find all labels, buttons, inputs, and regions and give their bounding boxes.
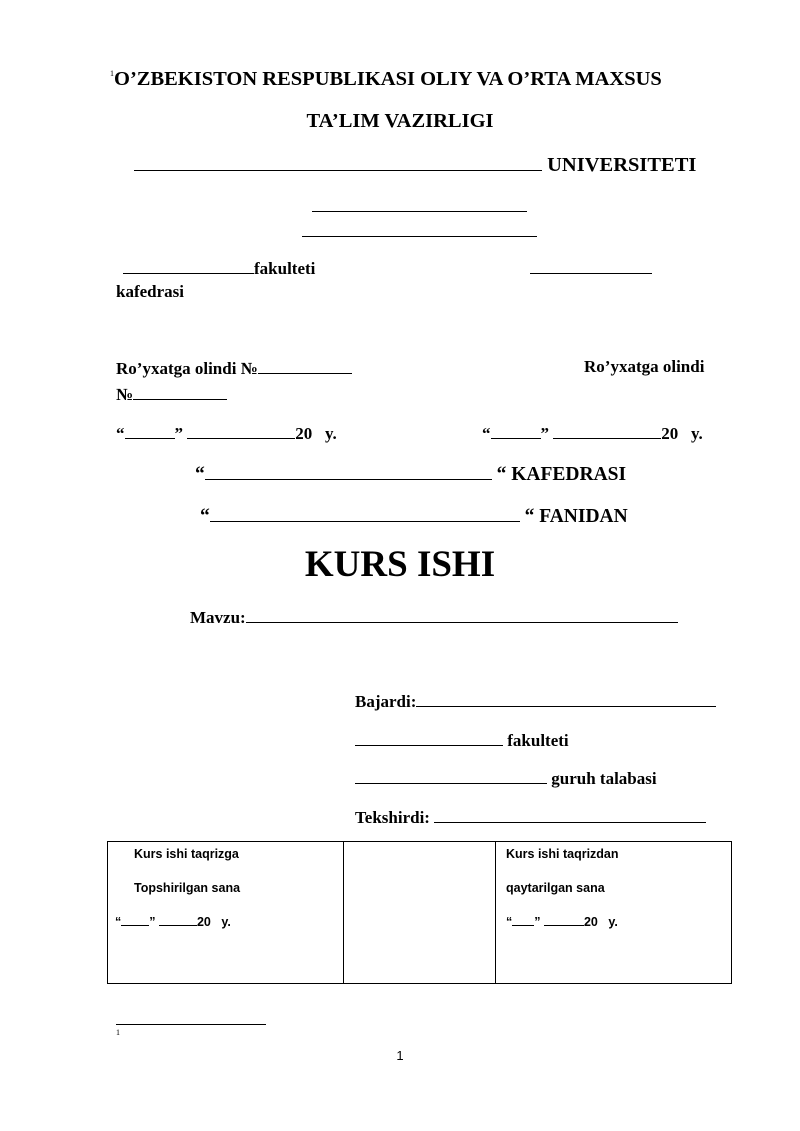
blank-line-1[interactable] (312, 193, 527, 212)
department-label: kafedrasi (116, 282, 184, 301)
day-blank[interactable] (125, 422, 175, 439)
review-submitted-title: Kurs ishi taqrizga (134, 847, 239, 861)
document-title: KURS ISHI (304, 544, 496, 585)
university-line (134, 152, 696, 177)
student-group-label: guruh talabasi (551, 769, 657, 788)
registration-left (116, 357, 352, 379)
university-name-blank[interactable] (134, 152, 542, 171)
page-number: 1 (396, 1048, 404, 1063)
footnote-number: 1 (116, 1028, 120, 1037)
review-submitted-date: “ ” 20 y. (115, 915, 231, 929)
department-subject-line: “ “ KAFEDRASI (195, 460, 626, 486)
course-subject-line: “ “ FANIDAN (200, 502, 628, 528)
student-faculty-line (355, 729, 569, 751)
month-blank[interactable] (187, 422, 295, 439)
day-blank[interactable] (491, 422, 541, 439)
department-name-blank[interactable] (530, 257, 652, 274)
student-faculty-label: fakulteti (507, 731, 569, 750)
footnote-reference: 1 (110, 69, 114, 78)
day-blank[interactable] (121, 913, 149, 926)
faculty-label: fakulteti (254, 259, 316, 278)
review-submitted-cell (108, 842, 344, 984)
review-submitted-date-label: Topshirilgan sana (134, 881, 241, 895)
checked-label: Tekshirdi: (355, 808, 430, 827)
ministry-title-line1: $^1$O’ZBEKISTON RESPUBLIKASI OLIY VA O’RTA MAXSUS (110, 68, 662, 90)
month-blank[interactable] (553, 422, 661, 439)
review-returned-title: Kurs ishi taqrizdan (506, 847, 619, 861)
registration-left-date: “ ” 20 y. (116, 424, 337, 443)
faculty-line (123, 257, 315, 279)
registration-left-label: Ro’yxatga olindi № (116, 359, 258, 378)
registration-right-number (116, 383, 227, 405)
faculty-name-blank[interactable] (123, 257, 254, 274)
footnote-separator (116, 1024, 266, 1025)
month-blank[interactable] (159, 913, 197, 926)
topic-blank[interactable] (246, 606, 678, 623)
review-returned-date-label: qaytarilgan sana (506, 881, 605, 895)
day-blank[interactable] (512, 913, 534, 926)
checked-blank[interactable] (434, 806, 706, 823)
course-subject-blank[interactable] (210, 502, 520, 522)
student-group-line (355, 767, 657, 789)
performed-blank[interactable] (416, 690, 716, 707)
blank-line-2[interactable] (302, 218, 537, 237)
registration-right-date: “ ” 20 y. (482, 424, 703, 443)
review-signature-cell[interactable] (344, 842, 496, 984)
number-sign: № (116, 385, 134, 404)
topic-label: Mavzu: (190, 608, 246, 627)
review-returned-date: “ ” 20 y. (506, 915, 618, 929)
registration-right-number-blank[interactable] (133, 383, 227, 400)
ministry-title-line2: TA’LIM VAZIRLIGI (306, 110, 494, 132)
checked-line (355, 806, 706, 828)
review-returned-cell (496, 842, 732, 984)
department-subject-blank[interactable] (205, 460, 492, 480)
university-label: UNIVERSITETI (547, 154, 697, 176)
student-group-blank[interactable] (355, 767, 547, 784)
review-table (107, 841, 732, 984)
student-faculty-blank[interactable] (355, 729, 503, 746)
performed-label: Bajardi: (355, 692, 417, 711)
registration-left-number-blank[interactable] (258, 357, 352, 374)
registration-right-label: Ro’yxatga olindi (584, 357, 705, 376)
topic-line (190, 606, 678, 628)
month-blank[interactable] (544, 913, 584, 926)
performed-line (355, 690, 716, 712)
